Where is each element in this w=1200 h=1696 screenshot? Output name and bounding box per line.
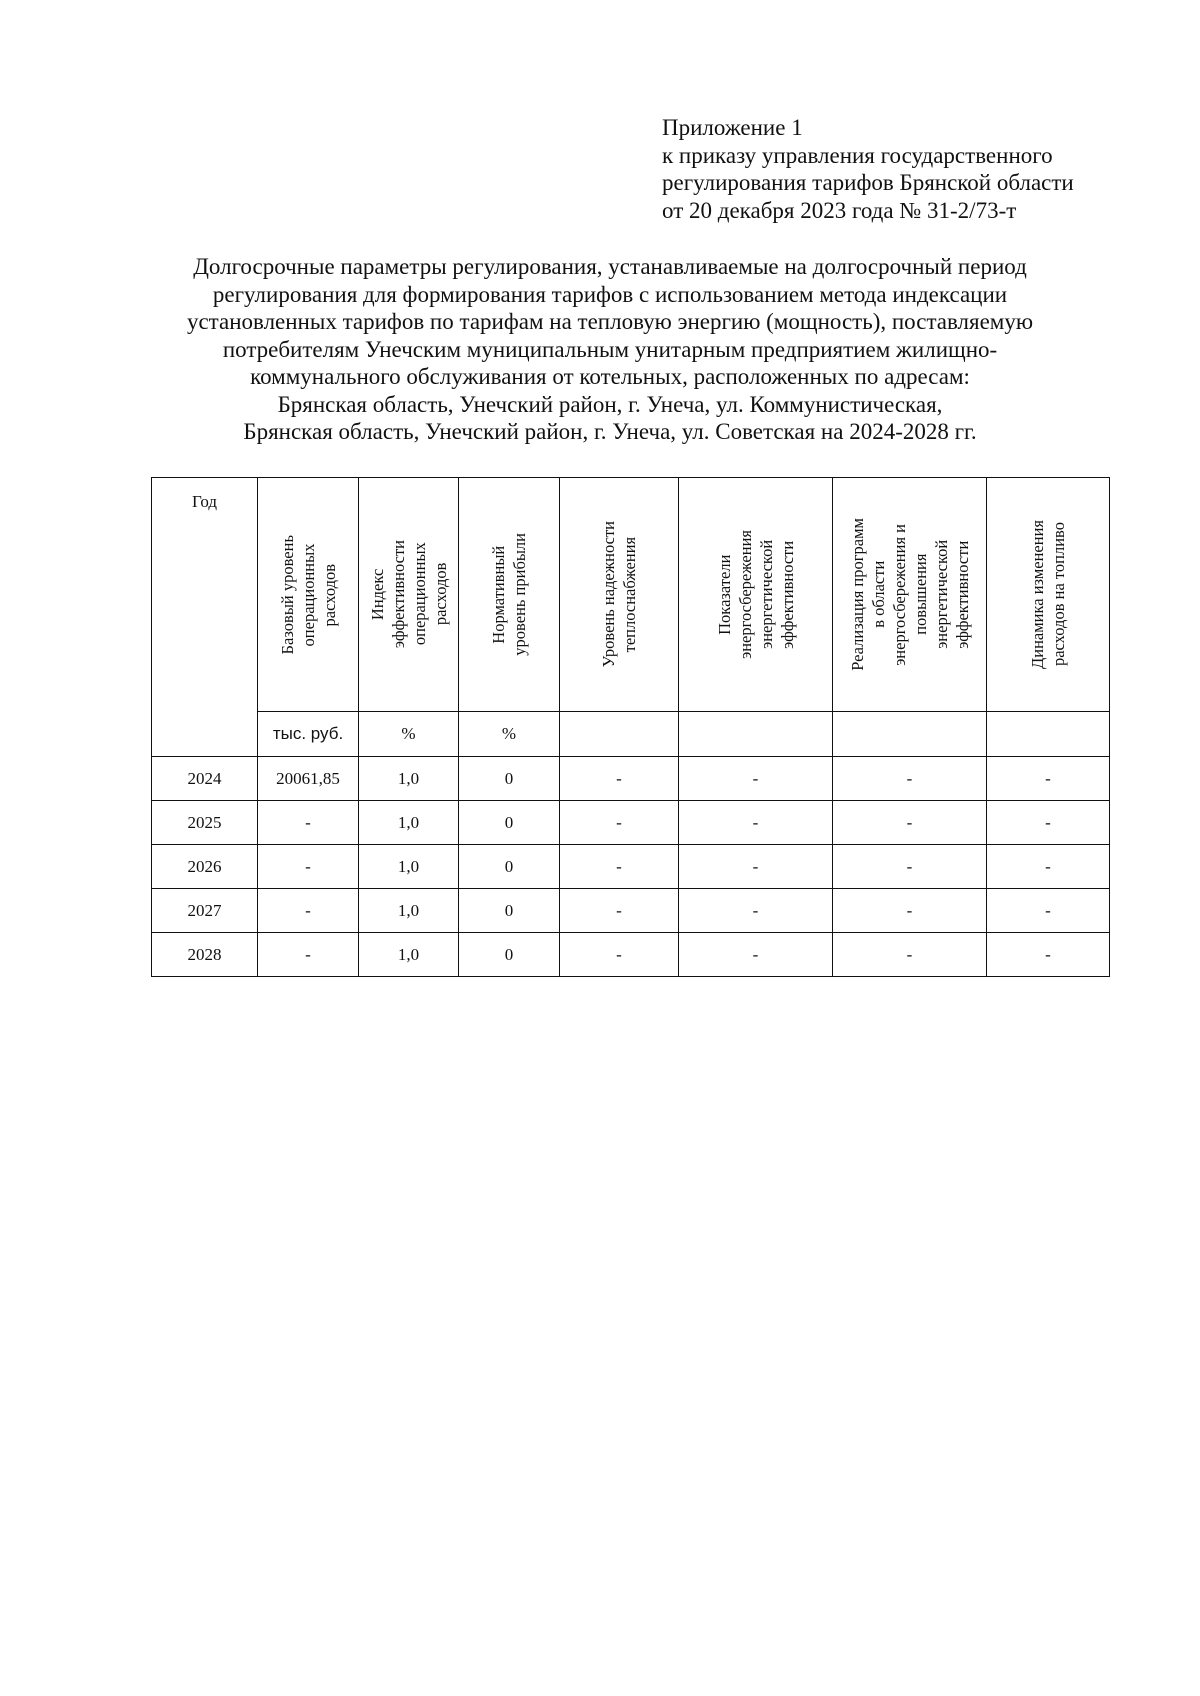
unit-energy-saving <box>679 712 833 757</box>
cell-profit-level: 0 <box>459 889 560 933</box>
cell-fuel-dynamics: - <box>987 757 1110 801</box>
appendix-line-4: от 20 декабря 2023 года № 31-2/73-т <box>662 197 1017 223</box>
cell-year: 2028 <box>152 933 258 977</box>
cell-profit-level: 0 <box>459 845 560 889</box>
unit-efficiency-index: % <box>359 712 459 757</box>
cell-base-level: - <box>258 845 359 889</box>
title-line-5: коммунального обслуживания от котельных, расположенных по адресам: <box>250 364 970 389</box>
header-energy-saving: Показатели энергосбережения энергетической эффективности <box>679 478 833 712</box>
cell-efficiency-index: 1,0 <box>359 801 459 845</box>
cell-year: 2024 <box>152 757 258 801</box>
cell-base-level: 20061,85 <box>258 757 359 801</box>
unit-profit-level: % <box>459 712 560 757</box>
appendix-line-1: Приложение 1 <box>662 115 803 140</box>
header-base-level: Базовый уровень операционных расходов <box>258 478 359 712</box>
header-reliability: Уровень надежности теплоснабжения <box>560 478 679 712</box>
cell-year: 2027 <box>152 889 258 933</box>
table-row <box>152 845 1110 889</box>
cell-energy-saving: - <box>679 801 833 845</box>
cell-base-level: - <box>258 933 359 977</box>
parameters-table <box>151 477 1110 977</box>
title-line-2: регулирования для формирования тарифов с использованием метода индексации <box>212 281 1008 307</box>
unit-fuel-dynamics <box>987 712 1110 757</box>
cell-reliability: - <box>560 801 679 845</box>
cell-fuel-dynamics: - <box>987 933 1110 977</box>
cell-reliability: - <box>560 757 679 801</box>
cell-reliability: - <box>560 845 679 889</box>
appendix-block <box>662 114 1182 224</box>
unit-base-level: тыс. руб. <box>258 712 359 757</box>
cell-energy-saving: - <box>679 757 833 801</box>
cell-base-level: - <box>258 801 359 845</box>
appendix-line-2: к приказу управления государственного <box>662 142 1053 168</box>
cell-fuel-dynamics: - <box>987 845 1110 889</box>
cell-programs: - <box>833 889 987 933</box>
cell-fuel-dynamics: - <box>987 889 1110 933</box>
cell-reliability: - <box>560 933 679 977</box>
document-title <box>140 253 1080 446</box>
title-line-1: Долгосрочные параметры регулирования, устанавливаемые на долгосрочный период <box>193 254 1027 279</box>
cell-efficiency-index: 1,0 <box>359 933 459 977</box>
table-row <box>152 933 1110 977</box>
table-row <box>152 801 1110 845</box>
cell-base-level: - <box>258 889 359 933</box>
cell-profit-level: 0 <box>459 933 560 977</box>
header-fuel-dynamics: Динамика изменения расходов на топливо <box>987 478 1110 712</box>
cell-efficiency-index: 1,0 <box>359 757 459 801</box>
cell-year: 2026 <box>152 845 258 889</box>
cell-profit-level: 0 <box>459 801 560 845</box>
cell-programs: - <box>833 757 987 801</box>
header-programs: Реализация программ в области энергосбережения и повышения энергетической эффективности <box>833 478 987 712</box>
cell-fuel-dynamics: - <box>987 801 1110 845</box>
title-line-6: Брянская область, Унечский район, г. Унеча, ул. Коммунистическая, <box>277 391 943 417</box>
table-units-row <box>152 712 1110 757</box>
cell-programs: - <box>833 933 987 977</box>
header-efficiency-index: Индекс эффективности операционных расходов <box>359 478 459 712</box>
cell-reliability: - <box>560 889 679 933</box>
title-line-3: установленных тарифов по тарифам на тепловую энергию (мощность), поставляемую <box>186 309 1034 334</box>
cell-efficiency-index: 1,0 <box>359 889 459 933</box>
cell-programs: - <box>833 845 987 889</box>
cell-programs: - <box>833 801 987 845</box>
cell-energy-saving: - <box>679 845 833 889</box>
table-row <box>152 889 1110 933</box>
cell-year: 2025 <box>152 801 258 845</box>
appendix-line-3: регулирования тарифов Брянской области <box>662 170 1074 195</box>
cell-energy-saving: - <box>679 933 833 977</box>
cell-efficiency-index: 1,0 <box>359 845 459 889</box>
table-header-row <box>152 478 1110 712</box>
title-line-4: потребителям Унечским муниципальным унитарным предприятием жилищно- <box>222 336 998 362</box>
table-body <box>152 757 1110 977</box>
unit-programs <box>833 712 987 757</box>
title-line-7: Брянская область, Унечский район, г. Унеча, ул. Советская на 2024-2028 гг. <box>243 419 977 444</box>
header-profit-level: Нормативный уровень прибыли <box>459 478 560 712</box>
header-year: Год <box>152 478 258 757</box>
unit-reliability <box>560 712 679 757</box>
table-row <box>152 757 1110 801</box>
cell-energy-saving: - <box>679 889 833 933</box>
cell-profit-level: 0 <box>459 757 560 801</box>
